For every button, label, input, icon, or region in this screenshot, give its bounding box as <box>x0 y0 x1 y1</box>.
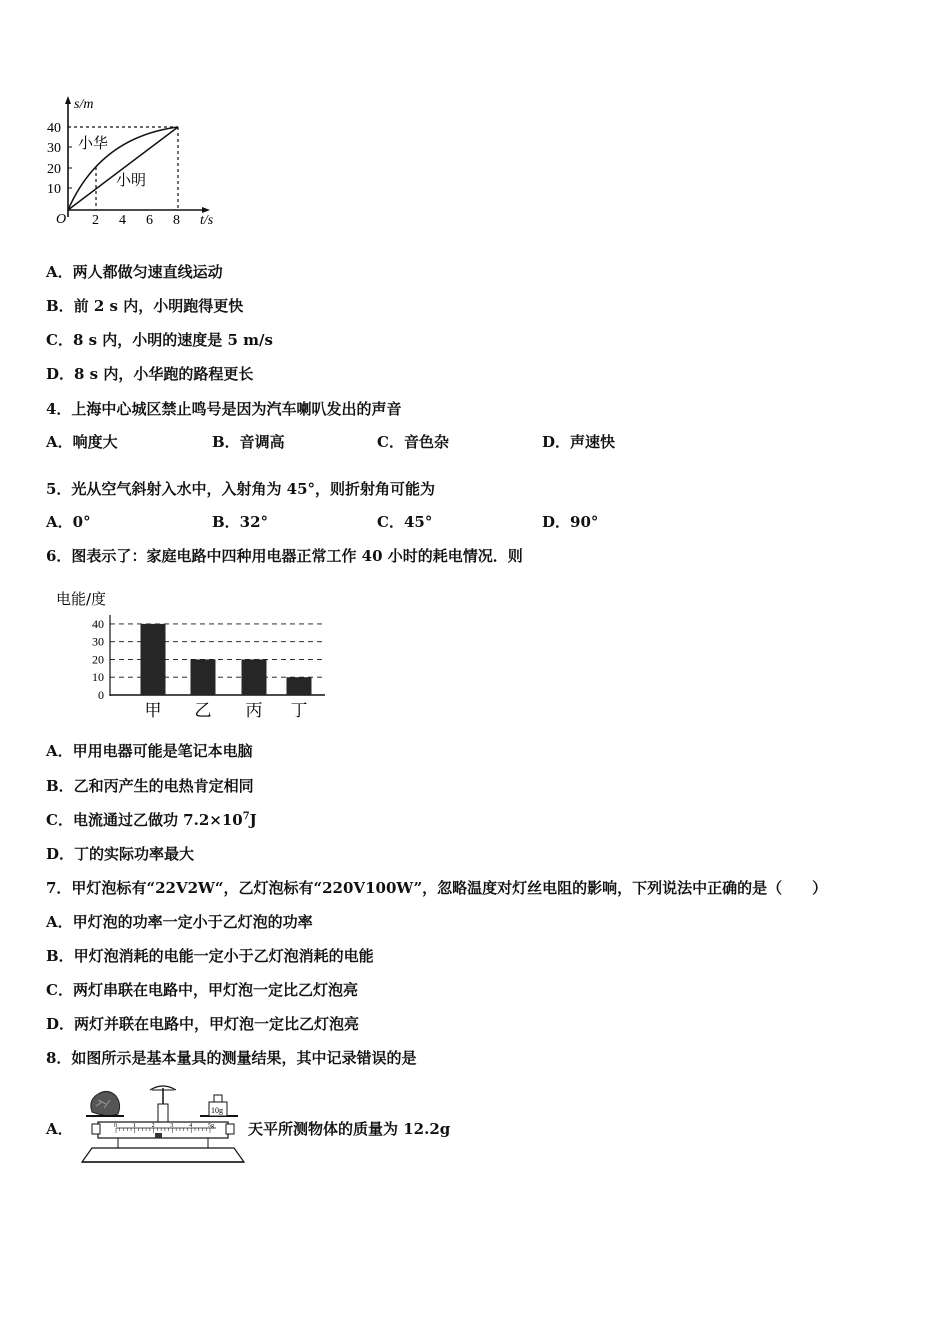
q7-stem: 7．甲灯泡标有“22V2W“，乙灯泡标有“220V100W”，忽略温度对灯丝电阻的影响，下列说法中正确的是（ ） <box>46 879 828 897</box>
q4-stem: 4．上海中心城区禁止鸣号是因为汽车喇叭发出的声音 <box>46 400 402 418</box>
q5-option-c[interactable]: C．45° <box>377 513 433 531</box>
balance-base <box>82 1148 244 1162</box>
q6-stem: 6．图表示了：家庭电路中四种用电器正常工作 40 小时的耗电情况．则 <box>46 547 523 565</box>
x-tick-6: 6 <box>146 213 153 228</box>
q3-option-b[interactable]: B．前 2 s 内，小明跑得更快 <box>46 297 244 315</box>
q3-option-d[interactable]: D．8 s 内，小华跑的路程更长 <box>46 365 254 383</box>
q7-option-a[interactable]: A．甲灯泡的功率一定小于乙灯泡的功率 <box>46 913 313 931</box>
st-graph <box>40 92 230 232</box>
q6-option-c[interactable] <box>46 809 257 830</box>
chart-y-tick-label: 30 <box>92 634 104 649</box>
scale-tick-label: 0 <box>114 1123 117 1129</box>
chart-bar <box>287 677 312 695</box>
origin-label: O <box>56 212 67 227</box>
q3-option-a[interactable]: A．两人都做匀速直线运动 <box>46 263 223 281</box>
y-tick-40: 40 <box>47 121 61 136</box>
x-tick-4: 4 <box>119 213 126 228</box>
chart-bar <box>191 659 216 695</box>
chart-bar <box>242 659 267 695</box>
q8-option-a-letter[interactable]: A． <box>46 1120 73 1138</box>
q5-option-d[interactable]: D．90° <box>542 513 599 531</box>
chart-ylabel: 电能/度 <box>56 590 107 608</box>
q7-option-b[interactable]: B．甲灯泡消耗的电能一定小于乙灯泡消耗的电能 <box>46 947 374 965</box>
q4-option-b[interactable]: B．音调高 <box>212 433 285 451</box>
chart-y-tick-label: 10 <box>92 670 104 685</box>
chart-category-label: 乙 <box>194 701 212 721</box>
chart-y-tick-label: 40 <box>92 616 104 631</box>
chart-category-label: 丙 <box>245 701 263 721</box>
q6-option-a[interactable]: A．甲用电器可能是笔记本电脑 <box>46 742 253 760</box>
chart-category-label: 丁 <box>290 701 308 721</box>
q6-option-b[interactable]: B．乙和丙产生的电热肯定相同 <box>46 777 254 795</box>
q5-stem: 5．光从空气斜射入水中，入射角为 45°，则折射角可能为 <box>46 480 436 498</box>
q6-option-c-unit: J <box>249 811 257 829</box>
label-xiaohua: 小华 <box>78 134 109 152</box>
q3-option-c[interactable]: C．8 s 内，小明的速度是 5 m/s <box>46 331 273 349</box>
label-xiaoming: 小明 <box>116 171 147 189</box>
q8-stem: 8．如图所示是基本量具的测量结果，其中记录错误的是 <box>46 1049 417 1067</box>
chart-category-label: 甲 <box>144 701 162 721</box>
y-tick-10: 10 <box>47 182 61 197</box>
rider-icon <box>155 1133 162 1138</box>
x-axis-label: t/s <box>200 213 214 228</box>
q6-option-c-text: C．电流通过乙做功 7.2×10 <box>46 811 243 829</box>
q8-option-a-text: 天平所测物体的质量为 12.2g <box>248 1120 451 1138</box>
chart-y-tick-label: 20 <box>92 652 104 667</box>
q5-option-a[interactable]: A．0° <box>46 513 91 531</box>
q4-option-a[interactable]: A．响度大 <box>46 433 118 451</box>
scale-tick-label: 3 <box>170 1123 174 1129</box>
x-tick-8: 8 <box>173 213 180 228</box>
q4-option-d[interactable]: D．声速快 <box>542 433 616 451</box>
chart-y-tick-label: 0 <box>98 688 104 702</box>
scale-tick-label: 4 <box>189 1123 193 1129</box>
q4-option-c[interactable]: C．音色杂 <box>377 433 449 451</box>
weight-label: 10g <box>211 1106 223 1115</box>
scale-tick-label: 1 <box>132 1123 136 1129</box>
y-tick-30: 30 <box>47 141 61 156</box>
q6-option-c-exponent: 7 <box>242 811 250 822</box>
x-tick-2: 2 <box>92 213 99 228</box>
energy-bar-chart <box>50 585 340 725</box>
scale-tick-label: 2 <box>151 1123 155 1129</box>
balance-illustration <box>78 1082 248 1166</box>
q7-option-c[interactable]: C．两灯串联在电路中，甲灯泡一定比乙灯泡亮 <box>46 981 358 999</box>
q5-option-b[interactable]: B．32° <box>212 513 269 531</box>
scale-tick-label: 5g <box>208 1123 214 1129</box>
y-axis-label: s/m <box>74 97 94 112</box>
chart-bar <box>141 624 166 695</box>
q6-option-d[interactable]: D．丁的实际功率最大 <box>46 845 195 863</box>
y-tick-20: 20 <box>47 162 61 177</box>
q7-option-d[interactable]: D．两灯并联在电路中，甲灯泡一定比乙灯泡亮 <box>46 1015 360 1033</box>
